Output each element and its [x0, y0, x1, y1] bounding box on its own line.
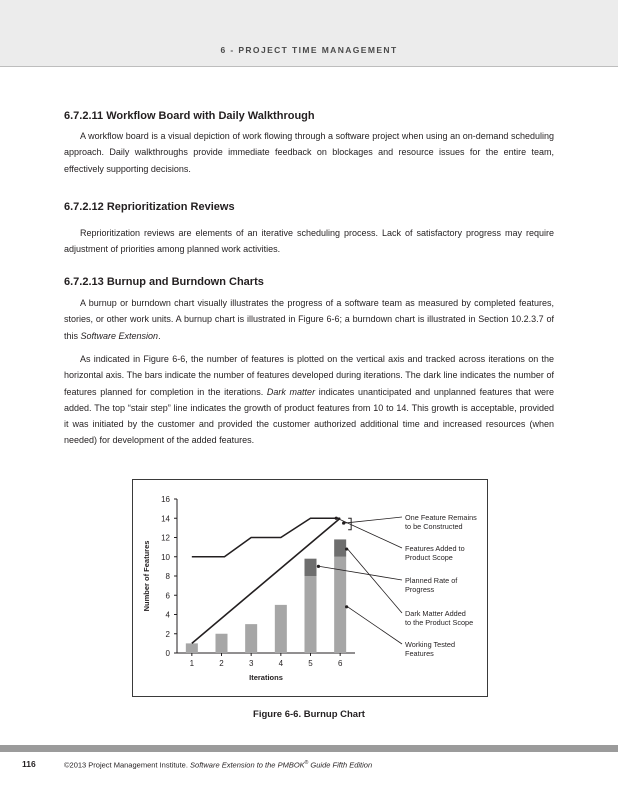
y-tick-label: 16	[161, 495, 170, 504]
page-number: 116	[22, 759, 36, 769]
x-tick-label: 6	[337, 659, 343, 668]
annotation-label	[405, 576, 458, 594]
annotation-leader	[345, 517, 402, 523]
annotation-label	[405, 513, 477, 531]
annotation-line: to be Constructed	[405, 522, 463, 531]
y-axis-label: Number of Features	[142, 540, 151, 612]
annotation-line: Working Tested	[405, 640, 456, 649]
annotation-line: Features Added to	[405, 544, 465, 553]
annotation-arrowhead	[345, 605, 348, 608]
y-tick-label: 10	[161, 552, 170, 562]
annotation-leader	[319, 566, 402, 580]
annotation-label	[405, 640, 455, 658]
paragraph-workflow-board: A workflow board is a visual depiction of work flowing through a software project when using an on-demand scheduling approach. Daily walkthroughs provide immediate feedback on blockages and resource issues for the entire team, effectively supporting decisions.	[64, 131, 554, 174]
book-title: Software Extension to the PMBOK	[190, 760, 305, 770]
paragraph-text: A burnup or burndown chart visually illustrates the progress of a software team as measured by completed features, stories, or other work units. A burnup chart is illustrated in Figure 6-6; a burndown chart is illustrated in Section 10.2.3.7 of this	[64, 298, 554, 341]
y-tick-label: 12	[161, 533, 170, 543]
y-tick-label: 2	[165, 629, 170, 639]
bar-working-tested	[275, 605, 287, 653]
bar-working-tested	[216, 634, 228, 653]
bar-dark-matter	[305, 559, 317, 576]
chapter-title: 6 - PROJECT TIME MANAGEMENT	[220, 45, 398, 55]
burnup-chart	[133, 480, 486, 695]
paragraph-burnup-explanation	[64, 351, 554, 449]
annotation-leader	[348, 607, 402, 644]
page-header	[0, 0, 618, 66]
annotation-leader	[348, 549, 402, 613]
annotation-line: One Feature Remains	[405, 513, 477, 522]
paragraph-text-end: indicates unanticipated and unplanned features that were added. The top “stair step” line indicates the growth of product features from 10 to 14. This growth is acceptable, provided it was initiated by the customer and provided the customer authorized additional time and increased resources (when needed) for development of the added features.	[64, 386, 554, 446]
registered-mark: ®	[304, 760, 309, 766]
footer-copyright	[64, 760, 372, 770]
annotation-leader	[337, 518, 402, 548]
paragraph-reprioritization: Reprioritization reviews are elements of an iterative scheduling process. Lack of satisfactory progress may require adjustment of priorities among planned work activities.	[64, 228, 554, 255]
figure-caption: Figure 6-6. Burnup Chart	[253, 709, 365, 720]
y-tick-label: 14	[161, 514, 170, 524]
y-tick-label: 4	[165, 610, 170, 620]
annotation-line: Progress	[405, 585, 435, 594]
annotation-arrowhead	[345, 547, 348, 550]
copyright-text: ©2013 Project Management Institute.	[64, 760, 191, 770]
italic-reference: Software Extension	[80, 330, 159, 341]
y-tick-label: 8	[165, 572, 170, 581]
burnup-chart-frame	[132, 479, 488, 697]
annotation-line: Features	[405, 649, 434, 658]
heading-reprioritization: 6.7.2.12 Reprioritization Reviews	[64, 201, 235, 213]
paragraph-burnup-intro	[64, 295, 554, 344]
annotation-label	[405, 544, 465, 562]
x-axis-label: Iterations	[249, 673, 283, 682]
footer-bar	[0, 745, 618, 752]
bar-working-tested	[334, 557, 346, 653]
bar-working-tested	[305, 576, 317, 653]
x-tick-label: 3	[248, 659, 254, 668]
annotation-line: to the Product Scope	[405, 618, 474, 627]
annotation-arrowhead	[335, 517, 338, 520]
y-tick-label: 0	[165, 649, 170, 658]
annotation-label	[405, 609, 473, 627]
annotation-arrowhead	[317, 565, 320, 568]
bar-working-tested	[186, 643, 198, 653]
paragraph-text: As indicated in Figure 6-6, the number of features is plotted on the vertical axis and tracked across iterations on the horizontal axis. The bars indicate the number of features developed during iterations. The dark line indicates the number of features planned for completion in the iterations.	[64, 354, 554, 397]
x-tick-label: 5	[308, 659, 313, 668]
bar-working-tested	[245, 624, 257, 653]
paragraph-text-end: .	[158, 330, 161, 341]
x-tick-label: 2	[219, 659, 224, 668]
annotation-line: Planned Rate of	[405, 576, 458, 585]
header-rule	[0, 66, 618, 67]
x-tick-label: 1	[189, 659, 195, 668]
x-tick-label: 4	[278, 659, 284, 668]
heading-burnup-burndown: 6.7.2.13 Burnup and Burndown Charts	[64, 276, 264, 288]
bar-dark-matter	[334, 539, 346, 556]
annotation-line: Product Scope	[405, 553, 453, 562]
annotation-line: Dark Matter Added	[405, 609, 466, 618]
y-tick-label: 6	[165, 591, 170, 601]
italic-term: Dark matter	[266, 386, 316, 397]
heading-workflow-board: 6.7.2.11 Workflow Board with Daily Walkthrough	[64, 110, 315, 122]
book-title-end: Guide Fifth Edition	[308, 760, 373, 770]
